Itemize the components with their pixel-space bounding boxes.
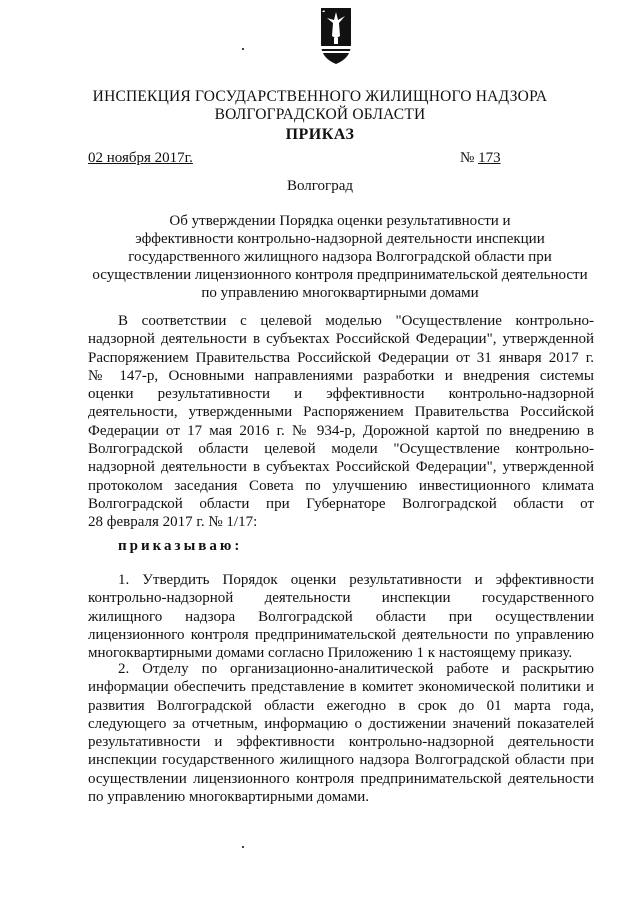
order-item-1: [88, 571, 594, 662]
item-line: 1. Утвердить Порядок оценки результативности и эффективности: [118, 572, 594, 588]
order-number: [460, 150, 501, 167]
document-type: ПРИКАЗ: [285, 126, 355, 143]
item-line: информации обеспечить представление в комитет экономической политики и: [88, 679, 594, 696]
item-line: результативности и эффективности контрольно-надзорной деятельности: [88, 734, 594, 751]
preamble-line: Волгоградской области целевой модели "Осуществление контрольно-: [88, 441, 594, 458]
subject-line: осуществлении лицензионного контроля предпринимательской деятельности: [92, 267, 588, 283]
city: Волгоград: [286, 178, 353, 194]
preamble-line: протоколом заседания Совета по улучшению инвестиционного климата: [88, 477, 594, 494]
item-line: следующего за отчетным, информацию о достижении значений показателей: [88, 715, 594, 732]
item-line: инспекции государственного жилищного надзора Волгоградской области при: [88, 752, 594, 769]
item-line: контрольно-надзорной деятельности инспекции государственного: [88, 590, 594, 607]
subject-line: государственного жилищного надзора Волгоградской области при: [128, 249, 552, 265]
preamble-line: Распоряжением Правительства Российской Федерации от 31 января 2017 г.: [88, 349, 594, 366]
preamble-line: Волгоградской области при Губернаторе Волгоградской области от: [88, 495, 594, 512]
order-directive: приказываю:: [118, 538, 243, 554]
item-line: 2. Отделу по организационно-аналитической работе и раскрытию: [118, 661, 594, 677]
number-value: 173: [478, 150, 501, 166]
scan-dot: [242, 48, 244, 50]
preamble-line: деятельности, утвержденными Распоряжением Правительства Российской: [88, 404, 594, 421]
item-line: развития Волгоградской области ежегодно в срок до 01 марта года,: [88, 697, 594, 714]
preamble-line: оценки результативности и эффективности контрольно-надзорной: [88, 386, 594, 403]
preamble-line: № 147-р, Основными направлениями разработки и внедрения системы: [88, 367, 594, 384]
preamble-line: В соответствии с целевой моделью "Осуществление контрольно-: [118, 313, 594, 329]
agency-name-line: ИНСПЕКЦИЯ ГОСУДАРСТВЕННОГО ЖИЛИЩНОГО НАДЗОРА: [92, 88, 548, 105]
number-prefix: №: [460, 150, 479, 166]
agency-name-line: ВОЛГОГРАДСКОЙ ОБЛАСТИ: [214, 106, 426, 123]
preamble-line: 28 февраля 2017 г. № 1/17:: [88, 514, 258, 531]
item-line: лицензионного контроля предпринимательской деятельности по управлению: [88, 626, 594, 643]
subject-line: эффективности контрольно-надзорной деятельности инспекции: [135, 231, 545, 247]
preamble-line: надзорной деятельности в субъектах Российской Федерации", утвержденной: [88, 459, 594, 476]
subject-line: по управлению многоквартирными домами: [201, 285, 479, 301]
item-line: по управлению многоквартирными домами.: [88, 789, 370, 806]
order-subject: [70, 212, 610, 302]
item-line: осуществлении лицензионного контроля предпринимательской деятельности: [88, 770, 594, 787]
item-line: многоквартирными домами согласно Приложению 1 к настоящему приказу.: [88, 645, 573, 662]
order-date: 02 ноября 2017г.: [88, 150, 193, 166]
scan-dot: [242, 846, 244, 848]
subject-line: Об утверждении Порядка оценки результативности и: [169, 213, 511, 229]
volgograd-coat-of-arms-icon: [318, 6, 354, 66]
order-item-2: [88, 660, 594, 806]
preamble-line: Федерации от 17 мая 2016 г. № 934-р, Дорожной картой по внедрению в: [88, 422, 594, 439]
preamble-paragraph: [88, 312, 594, 532]
preamble-line: надзорной деятельности в субъектах Российской Федерации", утвержденной: [88, 331, 594, 348]
agency-name: [0, 88, 640, 124]
item-line: жилищного надзора Волгоградской области при осуществлении: [88, 608, 594, 625]
